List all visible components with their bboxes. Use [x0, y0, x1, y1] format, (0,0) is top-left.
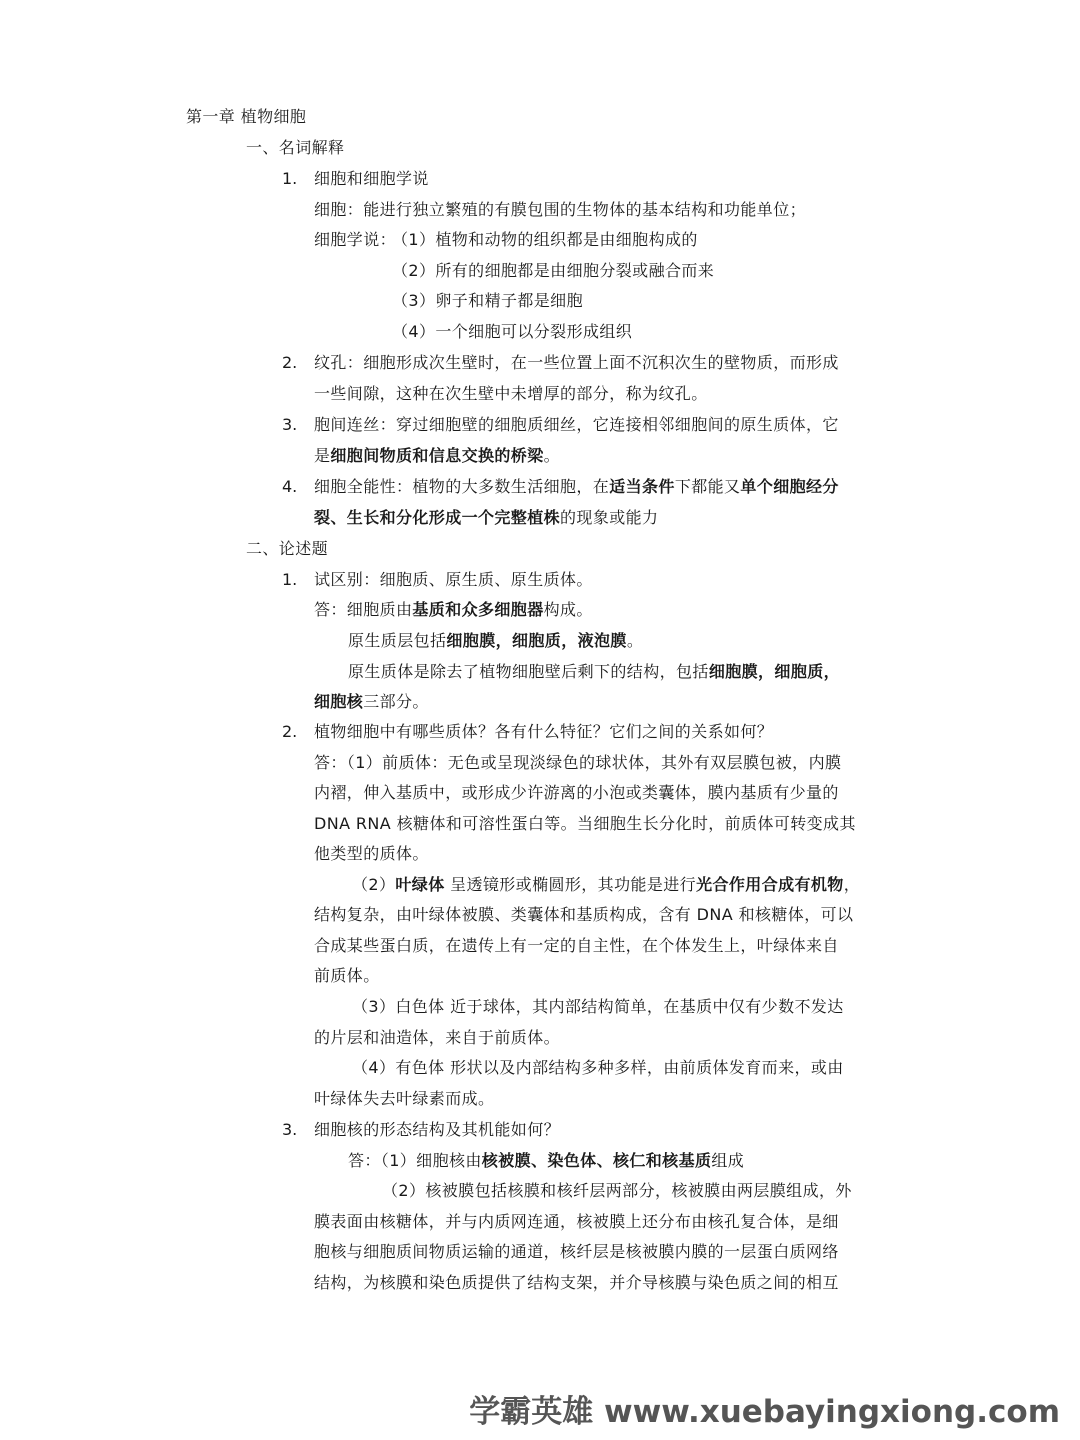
answer-line: （2）核被膜包括核膜和核纤层两部分，核被膜由两层膜组成，外 [382, 1181, 852, 1200]
answer-line: 细胞核三部分。 [314, 692, 429, 711]
answer-line: 结构，为核膜和染色质提供了结构支架，并介导核膜与染色质之间的相互 [314, 1273, 839, 1292]
chapter-heading: 第一章 植物细胞 [186, 107, 307, 126]
paragraph-line: 一些间隙，这种在次生壁中未增厚的部分，称为纹孔。 [314, 384, 708, 403]
definition-text: 细胞：能进行独立繁殖的有膜包围的生物体的基本结构和功能单位； [314, 200, 807, 219]
answer-line: 答：（1）细胞核由核被膜、染色体、核仁和核基质组成 [348, 1151, 745, 1170]
question-text: 试区别：细胞质、原生质、原生质体。 [314, 570, 593, 589]
answer-line: 答：细胞质由基质和众多细胞器构成。 [314, 600, 593, 619]
item-number: 3. [282, 415, 298, 434]
answer-line: 前质体。 [314, 966, 380, 985]
answer-line: 原生质体是除去了植物细胞壁后剩下的结构，包括细胞膜，细胞质， [348, 662, 841, 681]
answer-line: 胞核与细胞质间物质运输的通道，核纤层是核被膜内膜的一层蛋白质网络 [314, 1242, 839, 1261]
paragraph-line: 裂、生长和分化形成一个完整植株的现象或能力 [314, 508, 659, 527]
answer-line: 他类型的质体。 [314, 844, 429, 863]
answer-line: （4）有色体 形状以及内部结构多种多样，由前质体发育而来，或由 [352, 1058, 844, 1077]
theory-point: （3）卵子和精子都是细胞 [392, 291, 583, 310]
answer-line: 合成某些蛋白质，在遗传上有一定的自主性，在个体发生上，叶绿体来自 [314, 936, 839, 955]
answer-line: （2）叶绿体 呈透镜形或椭圆形，其功能是进行光合作用合成有机物， [352, 875, 861, 894]
answer-line: 结构复杂，由叶绿体被膜、类囊体和基质构成，含有 DNA 和核糖体，可以 [314, 905, 854, 924]
item-title: 细胞和细胞学说 [314, 169, 429, 188]
item-number: 2. [282, 722, 298, 741]
answer-line: 内褶，伸入基质中，或形成少许游离的小泡或类囊体，膜内基质有少量的 [314, 783, 839, 802]
answer-line: 膜表面由核糖体，并与内质网连通，核被膜上还分布由核孔复合体，是细 [314, 1212, 839, 1231]
paragraph-line: 细胞全能性：植物的大多数生活细胞，在适当条件下都能又单个细胞经分 [314, 477, 839, 496]
question-text: 细胞核的形态结构及其机能如何？ [314, 1120, 561, 1139]
paragraph-line: 是细胞间物质和信息交换的桥梁。 [314, 446, 561, 465]
watermark: 学霸英雄 www.xuebayingxiong.com [469, 1394, 1060, 1430]
paragraph-line: 纹孔：细胞形成次生壁时，在一些位置上面不沉积次生的壁物质，而形成 [314, 353, 839, 372]
answer-line: DNA RNA 核糖体和可溶性蛋白等。当细胞生长分化时，前质体可转变成其 [314, 814, 856, 833]
theory-point: （4）一个细胞可以分裂形成组织 [392, 322, 633, 341]
item-number: 4. [282, 477, 298, 496]
section-heading: 一、名词解释 [246, 138, 345, 157]
answer-line: 叶绿体失去叶绿素而成。 [314, 1089, 495, 1108]
item-number: 1. [282, 570, 298, 589]
definition-label: 细胞学说： [314, 230, 397, 249]
answer-line: 的片层和油造体，来自于前质体。 [314, 1028, 561, 1047]
answer-line: 答：（1）前质体：无色或呈现淡绿色的球状体，其外有双层膜包被，内膜 [314, 753, 842, 772]
theory-point: （1）植物和动物的组织都是由细胞构成的 [392, 230, 698, 249]
question-text: 植物细胞中有哪些质体？各有什么特征？它们之间的关系如何？ [314, 722, 774, 741]
item-number: 3. [282, 1120, 298, 1139]
paragraph-line: 胞间连丝：穿过细胞壁的细胞质细丝，它连接相邻细胞间的原生质体，它 [314, 415, 839, 434]
answer-line: 原生质层包括细胞膜，细胞质，液泡膜。 [348, 631, 644, 650]
answer-line: （3）白色体 近于球体，其内部结构简单，在基质中仅有少数不发达 [352, 997, 844, 1016]
item-number: 1. [282, 169, 298, 188]
theory-point: （2）所有的细胞都是由细胞分裂或融合而来 [392, 261, 715, 280]
item-number: 2. [282, 353, 298, 372]
section-heading: 二、论述题 [246, 539, 329, 558]
